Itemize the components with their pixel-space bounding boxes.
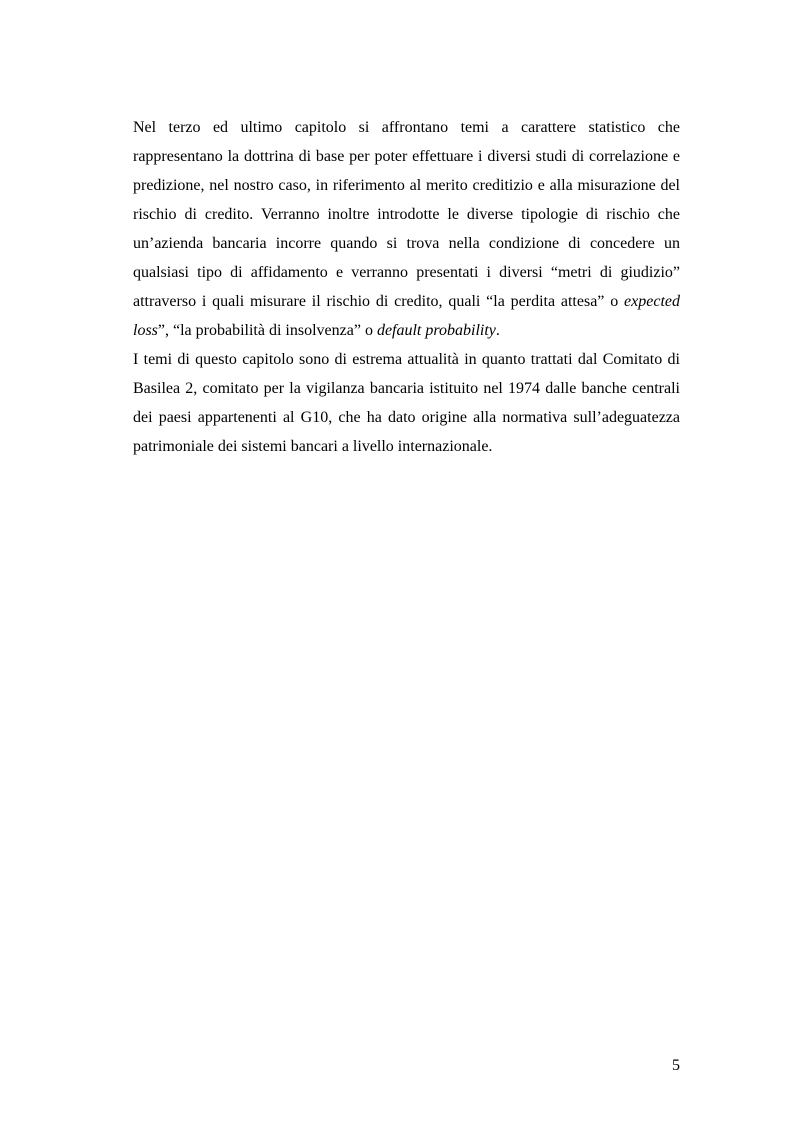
text-run-italic: expected loss (133, 293, 680, 339)
text-run: I temi di questo capitolo sono di estrema attualità in quanto trattati dal Comitato di Basilea 2, comitato per la vigilanza bancaria istituito nel 1974 dalle banche centrali dei paesi appartenenti al G10, che ha dato origine alla normativa sull’adeguatezza patrimoniale dei sistemi bancari a livello internazionale. (133, 351, 680, 455)
body-text (133, 113, 680, 461)
text-run: Nel terzo ed ultimo capitolo si affrontano temi a carattere statistico che rappresentano la dottrina di base per poter effettuare i diversi studi di correlazione e predizione, nel nostro caso, in riferimento al merito creditizio e alla misurazione del rischio di credito. Verranno inoltre introdotte le diverse tipologie di rischio che un’azienda bancaria incorre quando si trova nella condizione di concedere un qualsiasi tipo di affidamento e verranno presentati i diversi “metri di giudizio” attraverso i quali misurare il rischio di credito, quali “la perdita attesa” o (133, 119, 680, 310)
page-number: 5 (672, 1057, 680, 1074)
paragraph-chapter-three-intro (133, 113, 680, 345)
paragraph-basilea-two (133, 345, 680, 461)
text-run: ”, “la probabilità di insolvenza” o (157, 322, 377, 339)
text-run-italic: default probability (376, 322, 496, 339)
text-run: . (495, 322, 500, 339)
